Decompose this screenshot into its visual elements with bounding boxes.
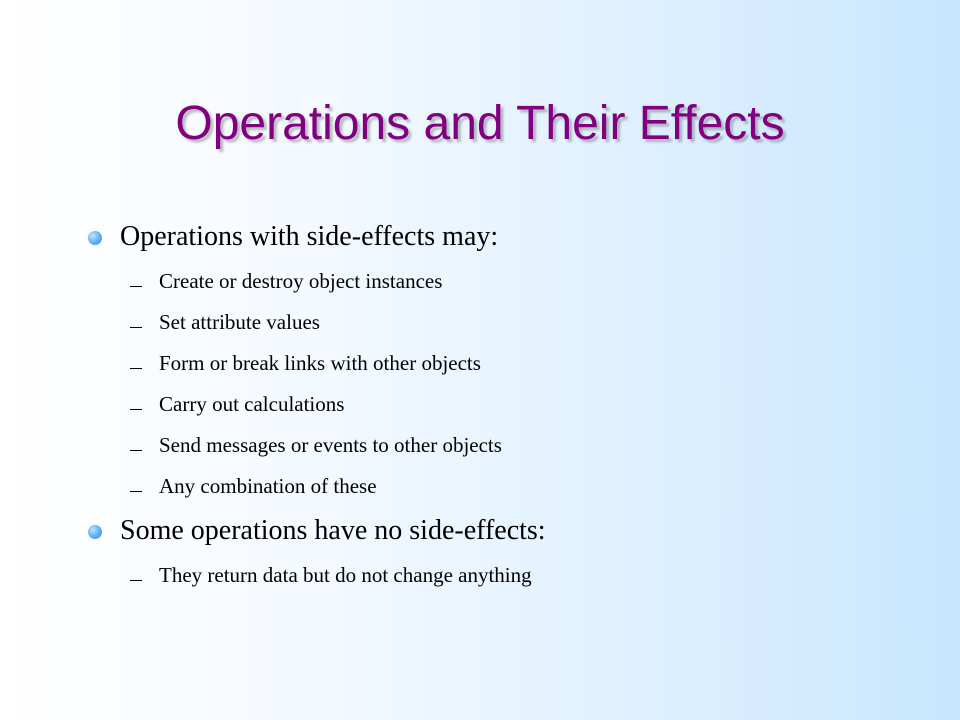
sub-bullet-item bbox=[88, 384, 928, 425]
sub-bullet-text: Form or break links with other objects bbox=[159, 351, 481, 375]
sub-bullet-item bbox=[88, 425, 928, 466]
sub-bullet-text: Set attribute values bbox=[159, 310, 320, 334]
sub-bullet-text: Send messages or events to other objects bbox=[159, 433, 502, 457]
bullet-item bbox=[88, 213, 928, 261]
dash-icon bbox=[130, 409, 142, 410]
bullet-list bbox=[88, 213, 928, 596]
sub-bullet-item bbox=[88, 555, 928, 596]
bullet-dot-icon bbox=[88, 231, 102, 245]
dash-icon bbox=[130, 327, 142, 328]
dash-icon bbox=[130, 580, 142, 581]
slide-title: Operations and Their Effects bbox=[175, 97, 785, 150]
sub-bullet-item bbox=[88, 261, 928, 302]
sub-bullet-item bbox=[88, 302, 928, 343]
dash-icon bbox=[130, 368, 142, 369]
sub-bullet-text: Any combination of these bbox=[159, 474, 377, 498]
dash-icon bbox=[130, 286, 142, 287]
sub-bullet-item bbox=[88, 466, 928, 507]
bullet-dot-icon bbox=[88, 525, 102, 539]
bullet-text: Operations with side-effects may: bbox=[120, 221, 499, 252]
bullet-text: Some operations have no side-effects: bbox=[120, 515, 546, 546]
dash-icon bbox=[130, 491, 142, 492]
sub-bullet-text: They return data but do not change anything bbox=[159, 563, 532, 587]
sub-bullet-text: Carry out calculations bbox=[159, 392, 345, 416]
dash-icon bbox=[130, 450, 142, 451]
bullet-item bbox=[88, 507, 928, 555]
sub-bullet-text: Create or destroy object instances bbox=[159, 269, 443, 293]
sub-bullet-item bbox=[88, 343, 928, 384]
